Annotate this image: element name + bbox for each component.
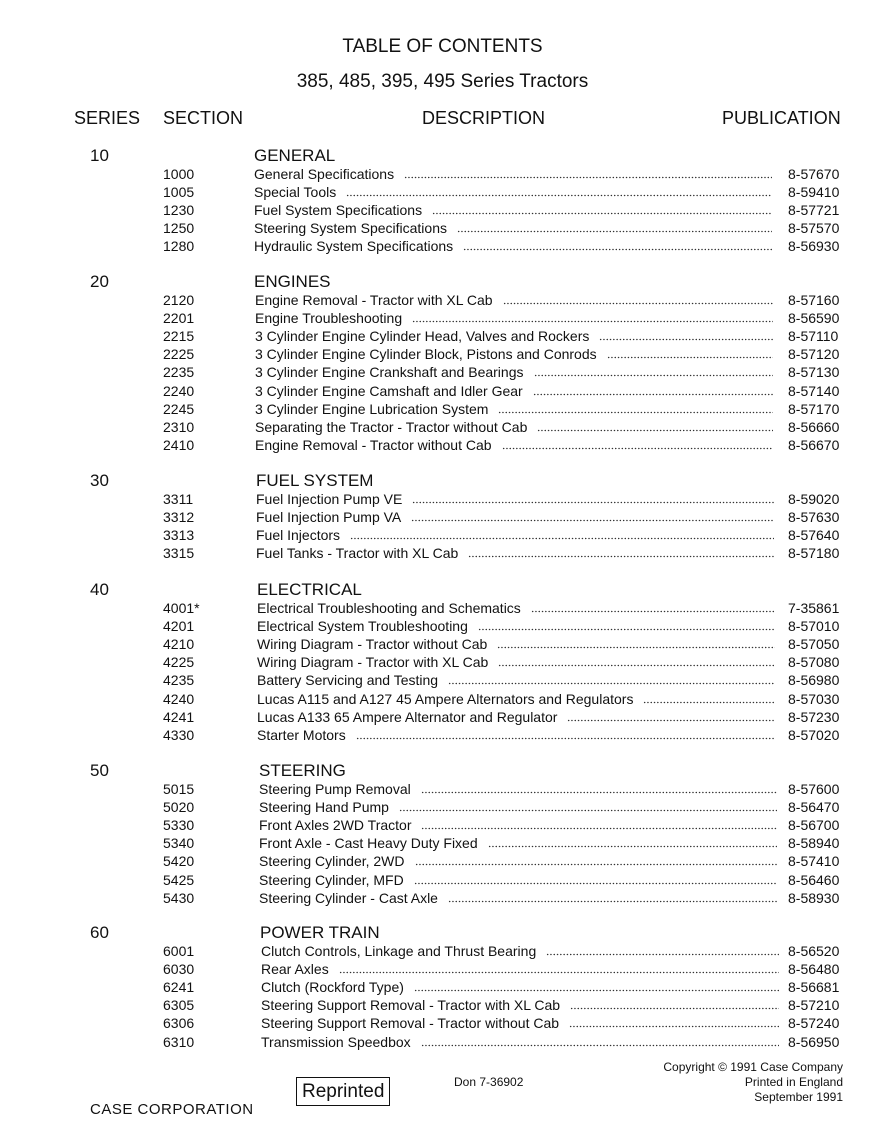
description-text: Steering System Specifications	[254, 220, 447, 237]
publication-number: 8-57180	[788, 545, 840, 562]
description-cell	[261, 942, 783, 960]
publication-number: 8-57570	[788, 220, 840, 237]
section-code: 6310	[163, 1033, 195, 1050]
page-subtitle: 385, 485, 395, 495 Series Tractors	[296, 71, 589, 92]
section-code: 1005	[163, 184, 195, 201]
toc-row	[0, 816, 885, 834]
toc-row	[0, 165, 885, 183]
description-text: Engine Removal - Tractor with XL Cab	[255, 292, 493, 308]
dot-leader	[567, 719, 775, 722]
description-cell	[259, 852, 781, 870]
publication-number: 8-57170	[788, 400, 840, 417]
publication-number: 8-56470	[788, 799, 840, 816]
description-cell	[257, 635, 779, 653]
group-title: GENERAL	[254, 146, 336, 165]
section-code: 4201	[163, 618, 195, 635]
page-title: TABLE OF CONTENTS	[342, 36, 543, 57]
description-text: Wiring Diagram - Tractor without Cab	[257, 636, 488, 653]
dot-leader	[607, 356, 773, 359]
publication-number: 8-56460	[788, 871, 840, 888]
section-code: 2201	[163, 310, 195, 327]
publication-number: 8-57240	[788, 1015, 840, 1032]
section-code: 3315	[163, 545, 195, 562]
toc-row	[0, 201, 885, 219]
dot-leader	[546, 953, 779, 956]
description-text: 3 Cylinder Engine Cylinder Block, Pistons and Conrods	[255, 346, 597, 363]
dot-leader	[457, 230, 772, 233]
description-text: Lucas A133 65 Ampere Alternator and Regulator	[257, 708, 558, 725]
toc-row	[0, 345, 885, 363]
publication-number: 8-58940	[788, 835, 840, 852]
publication-number: 8-57010	[788, 618, 840, 635]
group-title: STEERING	[259, 761, 346, 780]
toc-row	[0, 942, 885, 960]
section-code: 4241	[163, 708, 195, 725]
dot-leader	[411, 519, 774, 522]
description-cell	[255, 400, 777, 418]
reprinted-stamp: Reprinted	[296, 1077, 390, 1106]
section-code: 6306	[163, 1015, 195, 1032]
section-code: 3311	[163, 491, 194, 507]
section-code: 5420	[163, 853, 195, 870]
toc-row	[0, 400, 885, 418]
description-text: Wiring Diagram - Tractor with XL Cab	[257, 654, 489, 671]
publication-number: 8-56930	[788, 238, 840, 255]
description-cell	[254, 219, 776, 237]
description-text: Electrical System Troubleshooting	[257, 618, 468, 635]
toc-row	[0, 960, 885, 978]
publication-number: 8-57630	[788, 509, 840, 526]
toc-row	[0, 690, 885, 708]
description-text: Fuel Injectors	[256, 527, 341, 544]
publication-number: 8-57230	[788, 708, 840, 725]
dot-leader	[502, 447, 773, 450]
section-code: 6241	[163, 979, 195, 996]
section-code: 5340	[163, 835, 195, 852]
dot-leader	[599, 338, 773, 341]
dot-leader	[498, 664, 775, 667]
description-cell	[255, 309, 777, 327]
section-code: 1230	[163, 202, 195, 219]
description-cell	[261, 1014, 783, 1032]
description-text: Engine Troubleshooting	[255, 310, 403, 327]
dot-leader	[350, 537, 774, 540]
toc-row	[0, 327, 885, 345]
description-cell	[261, 1033, 783, 1051]
toc-row	[0, 889, 885, 907]
description-text: Engine Removal - Tractor without Cab	[255, 436, 492, 453]
description-cell	[256, 526, 778, 544]
publication-number: 8-58930	[788, 889, 840, 906]
section-code: 4225	[163, 654, 195, 671]
toc-row	[0, 436, 885, 454]
group-title: ELECTRICAL	[257, 580, 362, 599]
section-code: 5020	[163, 799, 195, 816]
group-title: FUEL SYSTEM	[256, 471, 374, 490]
section-code: 2240	[163, 382, 195, 399]
description-cell	[257, 726, 779, 744]
publication-number: 8-57030	[788, 690, 840, 707]
description-cell	[257, 671, 779, 689]
dot-leader	[421, 827, 777, 830]
description-cell	[254, 201, 776, 219]
publication-number: 8-57110	[788, 328, 839, 345]
description-text: Starter Motors	[257, 726, 346, 743]
dot-leader	[503, 302, 773, 305]
series-number: 20	[90, 272, 109, 291]
description-cell	[257, 599, 779, 617]
description-cell	[261, 996, 783, 1014]
description-text: Rear Axles	[261, 961, 329, 978]
toc-row	[0, 599, 885, 617]
publication-number: 8-57130	[788, 364, 840, 381]
toc-row	[0, 834, 885, 852]
description-cell	[257, 653, 779, 671]
series-number: 30	[90, 471, 109, 490]
dot-leader	[534, 374, 774, 377]
series-number: 10	[90, 146, 109, 165]
section-code: 4330	[163, 726, 195, 743]
toc-row	[0, 852, 885, 870]
section-code: 4001*	[163, 600, 200, 616]
description-cell	[259, 871, 781, 889]
dot-leader	[414, 882, 777, 885]
section-code: 1280	[163, 238, 195, 255]
description-cell	[255, 327, 777, 345]
toc-row	[0, 798, 885, 816]
toc-row	[0, 996, 885, 1014]
toc-row	[0, 237, 885, 255]
toc-row	[0, 508, 885, 526]
publication-number: 8-57020	[788, 726, 840, 743]
dot-leader	[415, 863, 777, 866]
toc-row	[0, 526, 885, 544]
publication-number: 8-57600	[788, 781, 840, 797]
dot-leader	[537, 429, 773, 432]
dot-leader	[643, 701, 775, 704]
description-text: Front Axle - Cast Heavy Duty Fixed	[259, 835, 478, 852]
toc-row	[0, 183, 885, 201]
description-text: Transmission Speedbox	[261, 1033, 411, 1050]
description-cell	[259, 780, 781, 798]
publication-number: 8-56590	[788, 310, 840, 327]
description-text: Fuel Injection Pump VE	[256, 491, 403, 507]
toc-row	[0, 418, 885, 436]
toc-row	[0, 653, 885, 671]
description-text: Clutch Controls, Linkage and Thrust Bearing	[261, 943, 537, 959]
toc-row	[0, 382, 885, 400]
description-cell	[255, 345, 777, 363]
publication-number: 8-56980	[788, 672, 840, 689]
section-code: 6305	[163, 997, 195, 1014]
section-code: 4240	[163, 690, 195, 707]
publication-number: 8-56700	[788, 817, 840, 834]
toc-row	[0, 978, 885, 996]
description-text: Steering Pump Removal	[259, 781, 411, 797]
toc-row	[0, 635, 885, 653]
description-cell	[259, 834, 781, 852]
description-cell	[259, 889, 781, 907]
section-code: 1250	[163, 220, 195, 237]
printed-line: Printed in England	[744, 1075, 843, 1089]
dot-leader	[468, 555, 774, 558]
dot-leader	[488, 845, 777, 848]
publication-number: 8-57640	[788, 527, 840, 544]
description-text: Front Axles 2WD Tractor	[259, 817, 412, 834]
publication-number: 8-56480	[788, 961, 840, 978]
description-cell	[255, 382, 777, 400]
description-text: Battery Servicing and Testing	[257, 672, 439, 689]
publication-number: 8-59410	[788, 184, 840, 201]
dot-leader	[346, 194, 772, 197]
description-text: Fuel System Specifications	[254, 202, 423, 219]
dot-leader	[498, 411, 773, 414]
description-text: Steering Cylinder - Cast Axle	[259, 889, 438, 906]
header-series: SERIES	[74, 108, 141, 128]
section-code: 5430	[163, 889, 195, 906]
series-number: 60	[90, 923, 109, 942]
dot-leader	[448, 900, 777, 903]
description-cell	[256, 544, 778, 562]
description-text: Steering Cylinder, MFD	[259, 871, 404, 888]
publication-number: 8-57120	[788, 346, 840, 363]
description-cell	[255, 291, 777, 309]
toc-row	[0, 309, 885, 327]
company-name: CASE CORPORATION	[90, 1101, 254, 1118]
publication-number: 8-56660	[788, 418, 840, 435]
section-code: 4210	[163, 636, 195, 653]
description-cell	[256, 490, 778, 508]
section-code: 3312	[163, 509, 195, 526]
description-cell	[255, 436, 777, 454]
description-text: Fuel Tanks - Tractor with XL Cab	[256, 545, 459, 562]
dot-leader	[421, 791, 777, 794]
toc-row	[0, 1014, 885, 1032]
dot-leader	[531, 610, 775, 613]
dot-leader	[478, 628, 775, 631]
description-text: 3 Cylinder Engine Lubrication System	[255, 400, 489, 417]
publication-number: 7-35861	[788, 600, 840, 616]
toc-row	[0, 708, 885, 726]
copyright-block	[663, 1060, 843, 1105]
copyright-line: Copyright © 1991 Case Company	[663, 1060, 843, 1074]
description-text: Separating the Tractor - Tractor without Cab	[255, 418, 528, 435]
toc-row	[0, 871, 885, 889]
group-title: POWER TRAIN	[260, 923, 380, 942]
section-code: 6001	[163, 943, 195, 959]
section-code: 5425	[163, 871, 195, 888]
toc-row	[0, 291, 885, 309]
description-text: Clutch (Rockford Type)	[261, 979, 404, 996]
description-cell	[255, 418, 777, 436]
section-code: 2120	[163, 292, 195, 308]
description-cell	[254, 165, 776, 183]
description-text: 3 Cylinder Engine Crankshaft and Bearings	[255, 364, 524, 381]
description-text: Lucas A115 and A127 45 Ampere Alternators and Regulators	[257, 690, 634, 707]
header-section: SECTION	[163, 108, 244, 128]
description-cell	[259, 798, 781, 816]
dot-leader	[570, 1007, 779, 1010]
description-text: Special Tools	[254, 184, 337, 201]
dot-leader	[432, 212, 772, 215]
description-cell	[254, 237, 776, 255]
publication-number: 8-57080	[788, 654, 840, 671]
toc-row	[0, 617, 885, 635]
document-number: Don 7-36902	[454, 1075, 524, 1089]
toc-row	[0, 219, 885, 237]
description-text: Steering Support Removal - Tractor with XL Cab	[261, 997, 561, 1014]
dot-leader	[404, 176, 772, 179]
dot-leader	[412, 501, 774, 504]
toc-row	[0, 1033, 885, 1051]
series-number: 40	[90, 580, 109, 599]
group-title: ENGINES	[254, 272, 331, 291]
description-cell	[255, 363, 777, 381]
dot-leader	[421, 1044, 779, 1047]
dot-leader	[463, 248, 772, 251]
section-code: 4235	[163, 672, 195, 689]
toc-row	[0, 490, 885, 508]
section-code: 2225	[163, 346, 195, 363]
publication-number: 8-57160	[788, 292, 840, 308]
section-code: 2235	[163, 364, 195, 381]
toc-row	[0, 671, 885, 689]
section-code: 5015	[163, 781, 195, 797]
toc-row	[0, 780, 885, 798]
description-cell	[257, 617, 779, 635]
header-description: DESCRIPTION	[422, 108, 546, 128]
header-publication: PUBLICATION	[722, 108, 841, 128]
description-cell	[261, 978, 783, 996]
publication-number: 8-57670	[788, 166, 840, 182]
description-text: 3 Cylinder Engine Cylinder Head, Valves and Rockers	[255, 328, 590, 345]
dot-leader	[569, 1025, 779, 1028]
publication-number: 8-57050	[788, 636, 840, 653]
dot-leader	[533, 393, 773, 396]
section-code: 2245	[163, 400, 195, 417]
section-code: 1000	[163, 166, 195, 182]
description-text: Steering Hand Pump	[259, 799, 389, 816]
toc-row	[0, 726, 885, 744]
section-code: 2310	[163, 418, 195, 435]
toc-row	[0, 544, 885, 562]
dot-leader	[448, 682, 775, 685]
toc-row	[0, 363, 885, 381]
description-cell	[257, 690, 779, 708]
publication-number: 8-56670	[788, 436, 840, 453]
dot-leader	[339, 971, 779, 974]
publication-number: 8-56520	[788, 943, 840, 959]
dot-leader	[414, 989, 779, 992]
description-text: Electrical Troubleshooting and Schematics	[257, 600, 521, 616]
section-code: 2410	[163, 436, 195, 453]
dot-leader	[356, 737, 775, 740]
dot-leader	[399, 809, 777, 812]
description-text: General Specifications	[254, 166, 395, 182]
description-cell	[256, 508, 778, 526]
description-text: Hydraulic System Specifications	[254, 238, 454, 255]
publication-number: 8-57721	[788, 202, 840, 219]
description-cell	[259, 816, 781, 834]
publication-number: 8-57210	[788, 997, 840, 1014]
publication-number: 8-59020	[788, 491, 840, 507]
publication-number: 8-57140	[788, 382, 840, 399]
dot-leader	[412, 320, 773, 323]
publication-number: 8-57410	[788, 853, 840, 870]
description-text: Steering Cylinder, 2WD	[259, 853, 405, 870]
description-cell	[254, 183, 776, 201]
section-code: 5330	[163, 817, 195, 834]
section-code: 3313	[163, 527, 195, 544]
description-cell	[257, 708, 779, 726]
description-text: 3 Cylinder Engine Camshaft and Idler Gear	[255, 382, 523, 399]
series-number: 50	[90, 761, 109, 780]
dot-leader	[497, 646, 775, 649]
publication-number: 8-56950	[788, 1033, 840, 1050]
description-text: Fuel Injection Pump VA	[256, 509, 402, 526]
section-code: 2215	[163, 328, 195, 345]
section-code: 6030	[163, 961, 195, 978]
date-line: September 1991	[754, 1090, 843, 1104]
publication-number: 8-56681	[788, 979, 840, 996]
description-cell	[261, 960, 783, 978]
description-text: Steering Support Removal - Tractor without Cab	[261, 1015, 560, 1032]
